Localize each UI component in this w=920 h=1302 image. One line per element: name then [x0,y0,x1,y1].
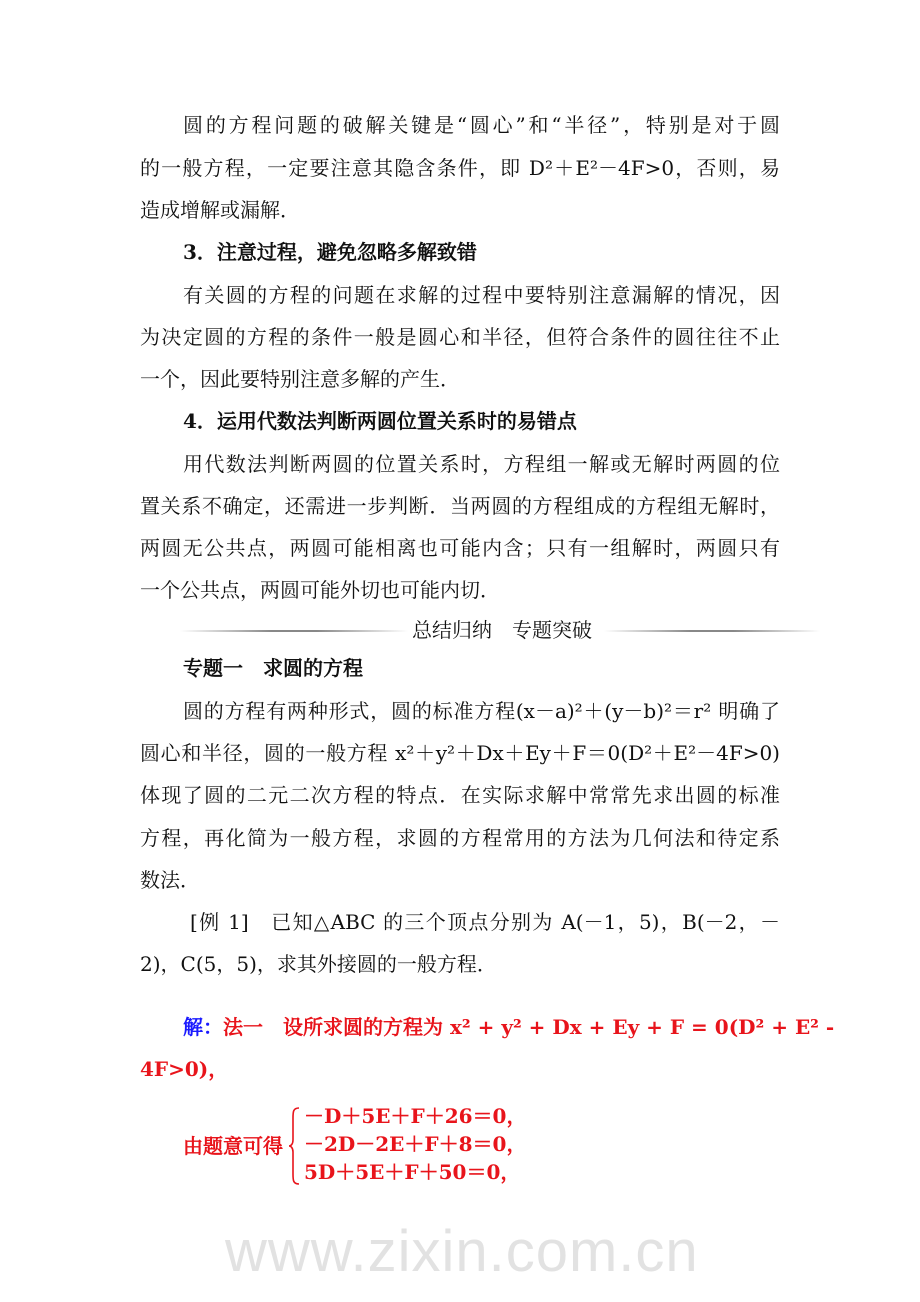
paragraph-line: 一个，因此要特别注意多解的产生． [140,367,460,391]
divider-line-right [604,630,820,632]
divider-title: 总结归纳 专题突破 [412,618,592,642]
paragraph-line: 数法． [140,868,200,892]
paragraph-line: 用代数法判断两圆的位置关系时，方程组一解或无解时两圆的位 [183,452,780,476]
topic-heading: 专题一 求圆的方程 [183,656,363,680]
solution-label: 解： [183,1015,223,1039]
paragraph-line: 造成增解或漏解． [140,198,300,222]
paragraph-line: 为决定圆的方程的条件一般是圆心和半径，但符合条件的圆往往不止 [140,325,780,349]
paragraph-line: 的一般方程，一定要注意其隐含条件，即 D²＋E²－4F>0，否则，易 [140,156,780,180]
paragraph-line: 两圆无公共点，两圆可能相离也可能内含；只有一组解时，两圆只有 [140,536,780,560]
paragraph-line: 一个公共点，两圆可能外切也可能内切． [140,578,500,602]
section-heading: 3．注意过程，避免忽略多解致错 [183,240,477,264]
system-label: 由题意可得 [183,1134,283,1158]
example-line: [例 1] 已知△ABC 的三个顶点分别为 A(－1，5)，B(－2，－ [190,910,780,934]
paragraph-line: 有关圆的方程的问题在求解的过程中要特别注意漏解的情况，因 [183,283,780,307]
solution-line [183,1013,834,1041]
paragraph-line: 方程，再化简为一般方程，求圆的方程常用的方法为几何法和待定系 [140,826,780,850]
section-heading: 4．运用代数法判断两圆位置关系时的易错点 [183,409,577,433]
watermark: www.zixin.com.cn [225,1219,699,1284]
equation: －2D－2E＋F＋8＝0， [304,1132,527,1156]
solution-continuation: 4F>0)， [140,1057,229,1081]
paragraph-line: 圆心和半径，圆的一般方程 x²＋y²＋Dx＋Ey＋F＝0(D²＋E²－4F>0) [140,741,780,765]
divider-line-left [180,630,408,632]
paragraph-line: 圆的方程有两种形式，圆的标准方程(x－a)²＋(y－b)²＝r² 明确了 [183,699,780,723]
example-line: 2)，C(5，5)，求其外接圆的一般方程． [140,952,497,976]
brace-icon [288,1106,300,1186]
equation: 5D＋5E＋F＋50＝0， [304,1160,521,1184]
paragraph-line: 体现了圆的二元二次方程的特点．在实际求解中常常先求出圆的标准 [140,783,780,807]
paragraph-line: 置关系不确定，还需进一步判断．当两圆的方程组成的方程组无解时， [140,494,780,518]
solution-method: 法一 设所求圆的方程为 x² + y² + Dx + Ey + F = 0(D² + E² - [223,1015,835,1039]
paragraph-line: 圆的方程问题的破解关键是“圆心”和“半径”，特别是对于圆 [183,113,780,137]
equation: －D＋5E＋F＋26＝0， [304,1104,527,1128]
